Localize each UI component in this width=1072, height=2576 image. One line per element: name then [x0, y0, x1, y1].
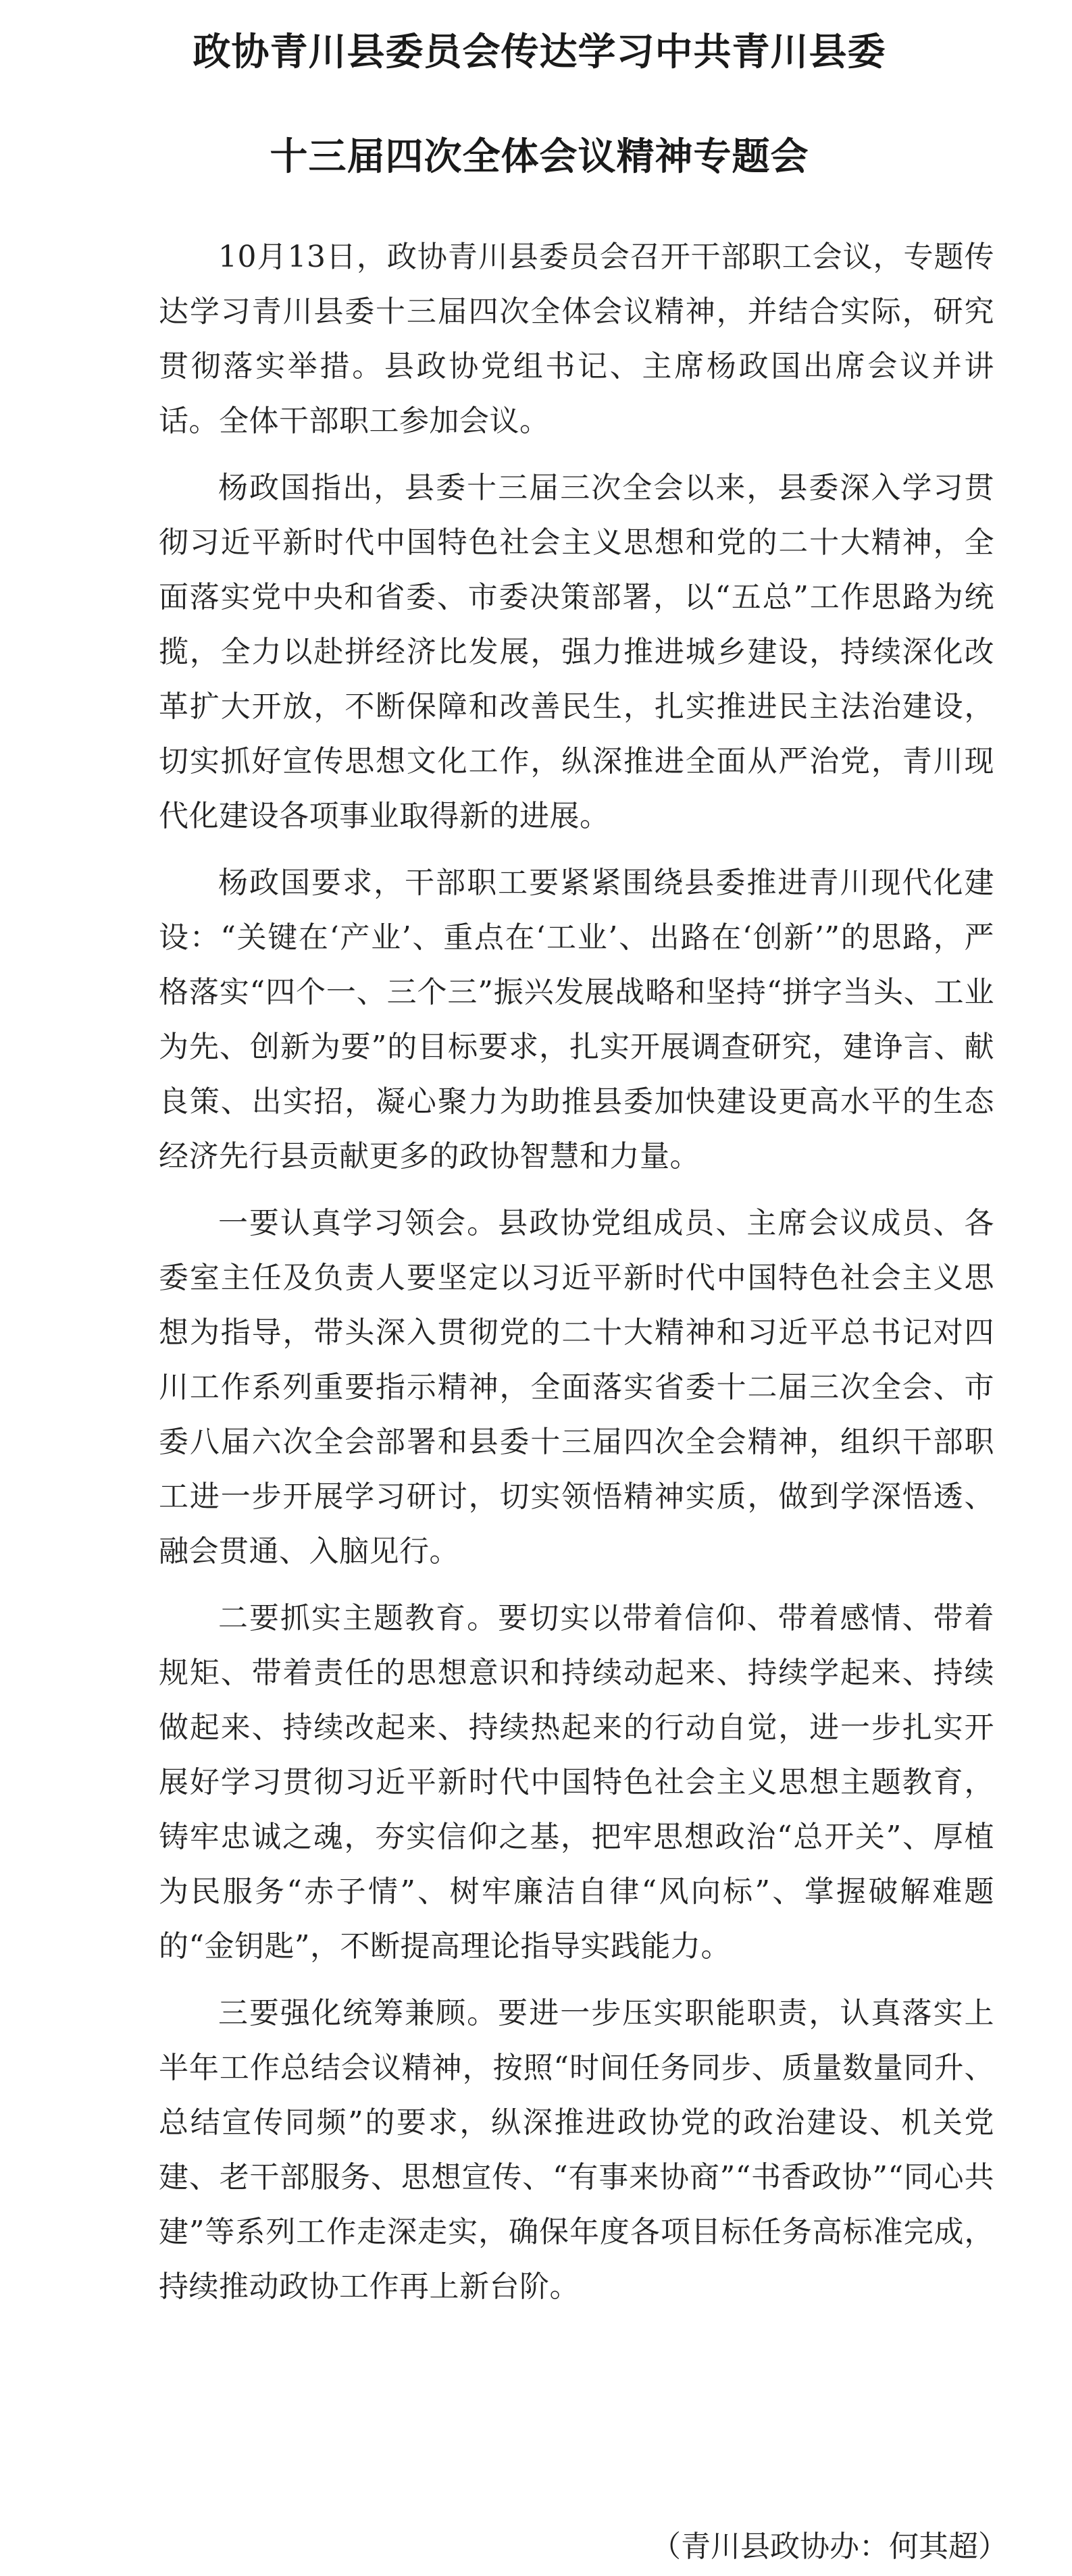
article-title — [84, 0, 994, 209]
article-paragraph: 三要强化统筹兼顾。要进一步压实职能职责，认真落实上半年工作总结会议精神，按照“时间任务同步、质量数量同升、总结宣传同频”的要求，纵深推进政协党的政治建设、机关党建、老干部服务、思想宣传、“有事来协商”“书香政协”“同心共建”等系列工作走深走实，确保年度各项目标任务高标准完成，持续推动政协工作再上新台阶。 — [159, 1996, 994, 2304]
article-body — [159, 230, 994, 2326]
article-paragraph: 一要认真学习领会。县政协党组成员、主席会议成员、各委室主任及负责人要坚定以习近平新时代中国特色社会主义思想为指导，带头深入贯彻党的二十大精神和习近平总书记对四川工作系列重要指示精神，全面落实省委十二届三次全会、市委八届六次全会部署和县委十三届四次全会精神，组织干部职工进一步开展学习研讨，切实领悟精神实质，做到学深悟透、融会贯通、入脑见行。 — [159, 1206, 994, 1569]
article-author-signature: （青川县政协办：何其超） — [651, 2529, 1008, 2564]
article-title-line-1: 政协青川县委员会传达学习中共青川县委 — [193, 30, 886, 74]
article-paragraph: 杨政国要求，干部职工要紧紧围绕县委推进青川现代化建设：“关键在‘产业’、重点在‘工业’、出路在‘创新’”的思路，严格落实“四个一、三个三”振兴发展战略和坚持“拼字当头、工业为先、创新为要”的目标要求，扎实开展调查研究，建诤言、献良策、出实招，凝心聚力为助推县委加快建设更高水平的生态经济先行县贡献更多的政协智慧和力量。 — [159, 866, 994, 1174]
article-paragraph: 10月13日，政协青川县委员会召开干部职工会议，专题传达学习青川县委十三届四次全体会议精神，并结合实际，研究贯彻落实举措。县政协党组书记、主席杨政国出席会议并讲话。全体干部职工参加会议。 — [159, 240, 994, 438]
article-paragraph: 杨政国指出，县委十三届三次全会以来，县委深入学习贯彻习近平新时代中国特色社会主义思想和党的二十大精神，全面落实党中央和省委、市委决策部署，以“五总”工作思路为统揽，全力以赴拼经济比发展，强力推进城乡建设，持续深化改革扩大开放，不断保障和改善民生，扎实推进民主法治建设，切实抓好宣传思想文化工作，纵深推进全面从严治党，青川现代化建设各项事业取得新的进展。 — [159, 471, 994, 833]
article-paragraph: 二要抓实主题教育。要切实以带着信仰、带着感情、带着规矩、带着责任的思想意识和持续动起来、持续学起来、持续做起来、持续改起来、持续热起来的行动自觉，进一步扎实开展好学习贯彻习近平新时代中国特色社会主义思想主题教育，铸牢忠诚之魂，夯实信仰之基，把牢思想政治“总开关”、厚植为民服务“赤子情”、树牢廉洁自律“风向标”、掌握破解难题的“金钥匙”，不断提高理论指导实践能力。 — [159, 1601, 994, 1964]
article-title-line-2: 十三届四次全体会议精神专题会 — [270, 134, 809, 179]
